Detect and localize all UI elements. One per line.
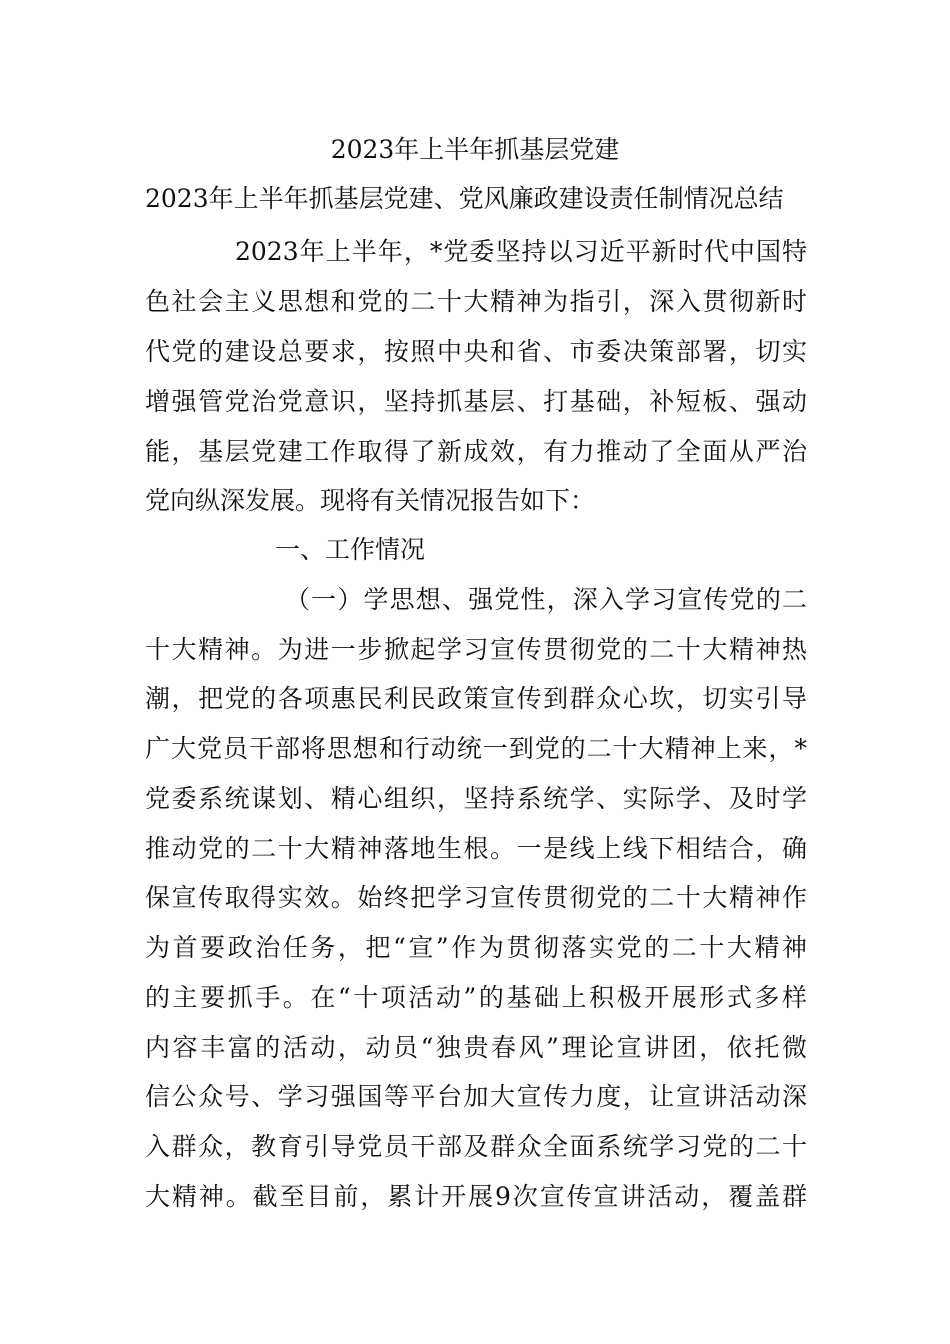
paragraph-line: 保宣传取得实效。始终把学习宣传贯彻党的二十大精神作 bbox=[145, 883, 807, 912]
paragraph-line: 十大精神。为进一步掀起学习宣传贯彻党的二十大精神热 bbox=[145, 635, 807, 664]
document-title: 2023年上半年抓基层党建 bbox=[330, 135, 620, 164]
section-heading: 一、工作情况 bbox=[275, 535, 426, 564]
paragraph-line: 党向纵深发展。现将有关情况报告如下： bbox=[145, 486, 596, 515]
paragraph-line: 大精神。截至目前，累计开展9次宣传宣讲活动，覆盖群 bbox=[145, 1182, 807, 1211]
paragraph-line: 的主要抓手。在“十项活动”的基础上积极开展形式多样 bbox=[145, 983, 807, 1012]
paragraph-line: 代党的建设总要求，按照中央和省、市委决策部署，切实 bbox=[145, 337, 807, 366]
paragraph-line: 能，基层党建工作取得了新成效，有力推动了全面从严治 bbox=[145, 437, 807, 466]
paragraph-line: 推动党的二十大精神落地生根。一是线上线下相结合，确 bbox=[145, 834, 807, 863]
paragraph-line: 为首要政治任务，把“宣”作为贯彻落实党的二十大精神 bbox=[145, 933, 807, 962]
paragraph-line: 入群众，教育引导党员干部及群众全面系统学习党的二十 bbox=[145, 1132, 807, 1161]
paragraph-line: 潮，把党的各项惠民利民政策宣传到群众心坎，切实引导 bbox=[145, 684, 807, 713]
paragraph-line: 内容丰富的活动，动员“独贵春风”理论宣讲团，依托微 bbox=[145, 1033, 807, 1062]
document-subtitle: 2023年上半年抓基层党建、党风廉政建设责任制情况总结 bbox=[145, 184, 784, 213]
paragraph-line: 2023年上半年，*党委坚持以习近平新时代中国特 bbox=[235, 237, 807, 266]
paragraph-line: 广大党员干部将思想和行动统一到党的二十大精神上来，* bbox=[145, 734, 807, 763]
paragraph-line: 信公众号、学习强国等平台加大宣传力度，让宣讲活动深 bbox=[145, 1082, 807, 1111]
subsection-heading-line: （一）学思想、强党性，深入学习宣传党的二 bbox=[285, 585, 807, 614]
paragraph-line: 色社会主义思想和党的二十大精神为指引，深入贯彻新时 bbox=[145, 287, 807, 316]
paragraph-line: 党委系统谋划、精心组织，坚持系统学、实际学、及时学 bbox=[145, 784, 807, 813]
paragraph-line: 增强管党治党意识，坚持抓基层、打基础，补短板、强动 bbox=[145, 387, 807, 416]
